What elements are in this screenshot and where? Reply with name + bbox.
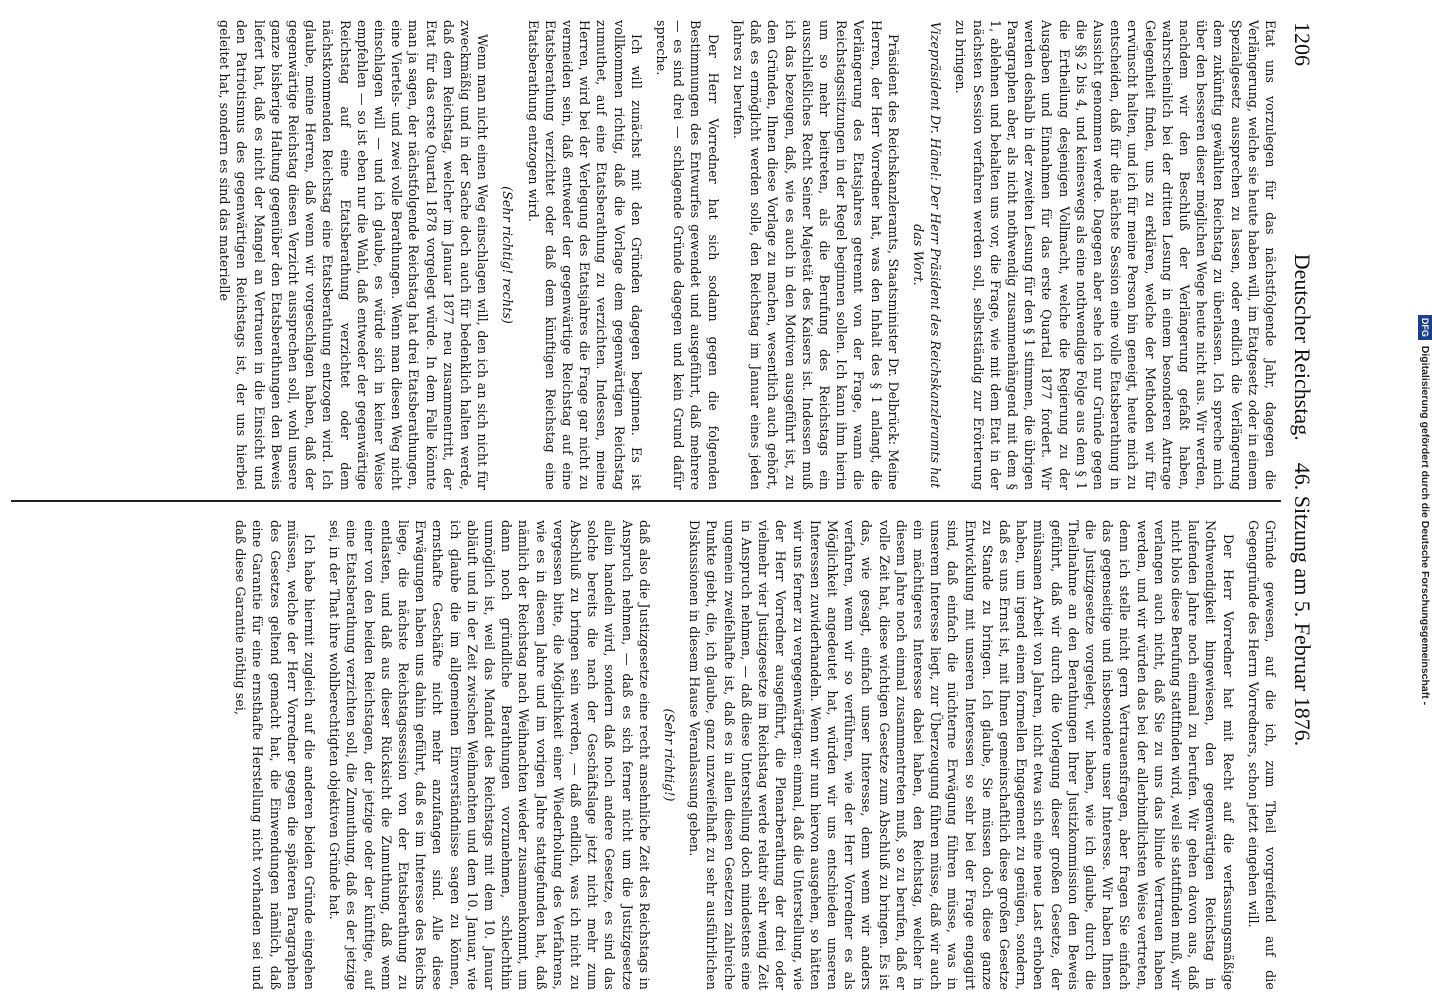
column-divider xyxy=(11,500,1281,502)
text-paragraph: daß also die Justizgesetze eine recht ansehnliche Zeit des Reichstags in Anspruch nehmen, — daß es sich ferner nicht um die Justizgesetze allein handeln wird, sondern daß noch andere Gesetze, es sind das solche bereits die nach der Geschäftslage jetzt nicht mehr zum Abschluß zu bringen sein werden, — daß endlich, was ich nicht zu vergessen bitte, die Möglichkeit einer Wiederholung des Verfahrens, wie es in diesem Jahre und im vorigen Jahre stattgefunden hat, daß nämlich der Reichstag nach Weihnachten wieder zusammenkommt, um dann noch gründliche Berathungen vorzunehmen, schlechthin unmöglich ist, weil das Mandat des Reichstags mit dem 10. Januar abläuft und in der Zeit zwischen Weihnachten und dem 10. Januar, wie ich glaube die im allgemeinen Einverständnisse sagen zu können, ernsthafte Geschäfte nicht mehr anzufangen sind. Alle diese Erwägungen haben uns dahin geführt, daß es im Interesse des Reichs liege, die nächste Reichstagssession von der Etatsberathung zu entlasten, und daß aus dieser Rücksicht die Zumuthung, daß wenn einer von den beiden Reichstagen, der jetzige oder der künftige, auf eine Etatsberathung verzichten soll, die Zumuthung, daß es der jetzige sei, in der That ihre wohlberechtigten objektiven Gründe hat. xyxy=(327,520,652,990)
page-number: 1206 xyxy=(1290,22,1315,66)
speaker-heading: (Sehr richtig! rechts) xyxy=(500,186,516,324)
dfg-logo: DFG xyxy=(1418,315,1432,340)
text-paragraph: Ich habe hiermit zugleich auf die anderen beiden Gründe eingehen müssen, welche der Herr Vorredner gegen die späteren Paragraphen des Gesetzes geltend gemacht hat, die Einwendungen nämlich, daß eine Garantie für eine ernsthafte Herstellung nicht vorhanden sei und daß diese Garantie nöthig sei, xyxy=(233,520,318,990)
page-header xyxy=(1287,14,1319,986)
left-text-column xyxy=(9,20,1279,490)
text-paragraph: Gründe gewesen, auf die ich, zum Theil vorgreifend auf die Gegengründe des Herrn Vorredners, schon jetzt eingehen will. xyxy=(1245,520,1278,990)
funding-note: Digitalisierung gefördert durch die Deutsche Forschungsgemeinschaft - xyxy=(1419,345,1432,706)
speaker-heading: (Sehr richtig!) xyxy=(662,708,678,802)
text-paragraph: Ich will zunächst mit den Gründen dagegen beginnen. Es ist vollkommen richtig, daß die Vorlage dem gegenwärtigen Reichstag zumuthet, auf eine Etatsberathung zu verzichten. Indessen, meine Herren, wird bei der Verlegung des Etatsjahres die Frage gar nicht zu vermeiden sein, daß entweder der gegenwärtige Reichstag auf eine Etatsberathung verzichtet oder daß dem künftigen Reichstag eine Etatsberathung entzogen wird. xyxy=(525,20,644,490)
session-title: 46. Sitzung am 5. Februar 1876. xyxy=(1290,462,1315,747)
speaker-heading: Vizepräsident Dr. Hänel: Der Herr Präsident des Reichskanzleramts hat das Wort. xyxy=(910,21,944,489)
side-note xyxy=(1414,10,1432,1000)
text-paragraph: Der Herr Vorredner hat mit Recht auf die verfassungsmäßige Nothwendigkeit hingewiesen, den gegenwärtigen Reichstag in laufenden Jahre noch einmal zu berufen. Wir gehen davon aus, daß nicht blos diese Berufung stattfinden wird, weil sie stattfinden muß, wir verlangen auch nicht, daß Sie zu uns das blinde Vertrauen haben werden, und wir würden das bei der allerbindlichsten Weise vertreten, denn ich stelle nicht gern Vertrauensfragen, aber fragen Sie einfach das gegenseitige und insbesondere unser Interesse. Wir haben Ihnen die Justizgesetze vorgelegt, wir haben, wie ich glaube, durch die Theilnahme an den Berathungen Ihrer Justizkommission den Beweis geführt, daß wir durch die Vorlegung dieser großen Gesetze, der mühsamen Arbeit von Jahren, nicht etwa sich eine neue Last erhoben haben, um irgend einem formellen Engagement zu genügen, sondern, daß es uns Ernst ist, mit Ihnen gemeinschaftlich diese großen Gesetze zu Stande zu bringen. Ich glaube, Sie müssen doch diese ganze Entwicklung mit unseren Interessen so sehr bei der Frage engagirt sind, daß einfach die nüchterne Erwägung führen müsse, was in unserem Interesse liegt, zur Überzeugung führen müsse, daß wir auch ein mächtigeres Interesse dabei haben, den Reichstag, welcher in diesem Jahre noch einmal zusammentreten muß, so zu berufen, daß er volle Zeit hat, diese wichtigen Gesetze zum Abschluß zu bringen. Es ist das, wie gesagt, einfach unser Interesse, denn wenn wir anders verfahren, wenn wir so verführen, wie der Herr Vorredner es als Möglichkeit angedeutet hat, würden wir uns entschieden unseren Interessen zuwiderhandeln. Wenn wir nun hiervon ausgehen, so hätten wir uns ferner zu vergegenwärtigen: einmal, daß die Unterstellung, wie der Herr Vorredner ausgeführt, die Plenarberathung der drei oder vielmehr vier Justizgesetze im Reichstag werde relativ sehr wenig Zeit in Anspruch nehmen, — daß diese Unterstellung doch mindestens eine ungemein zweifelhafte ist, daß es in allen diesen Gesetzen zahlreiche Punkte giebt, die, ich glaube, ganz unzweifelhaft zu sehr ausführlichen Diskussionen in diesem Hause Veranlassung geben. xyxy=(687,520,1236,990)
text-paragraph: Der Herr Vorredner hat sich sodann gegen die folgenden Bestimmungen des Entwurfes gewendet und ausgeführt, daß mehrere — es sind drei — schlagende Gründe dagegen und kein Grund dafür spreche. xyxy=(654,20,721,490)
right-text-column xyxy=(9,520,1279,990)
text-paragraph: Wenn man nicht einen Weg einschlagen will, den ich an sich nicht für zweckmäßig und in der Sache doch auch für bedenklich halten werde, daß dem Reichstag, welcher im Januar 1877 neu zusammentritt, der Etat für das erste Quartal 1878 vorgelegt würde. In dem Falle könnte man ja sagen, der nächstfolgende Reichstag hat drei Etatsberathungen, eine Viertels- und zwei volle Berathungen. Wenn man diesen Weg nicht einschlagen will — und ich glaube, es würde sich in keiner Weise empfehlen — so ist eben nur die Wahl, daß entweder der gegenwärtige Reichstag auf eine Etatsberathung verzichtet oder dem nächstkommenden Reichstag eine Etatsberathung entzogen wird. Ich glaube, meine Herren, daß wenn wir vorgeschlagen haben, daß der gegenwärtige Reichstag diesen Verzicht aussprechen soll, wohl unsere ganze bisherige Haltung gegenüber den Etatsberathungen den Beweis liefert hat, daß es nicht der Mangel an Vertrauen in die Einsicht und den Patriotismus des gegenwärtigen Reichstags ist, der uns hierbei geleitet hat, sondern es sind das materielle xyxy=(217,20,491,490)
text-paragraph: Präsident des Reichskanzleramts, Staatsminister Dr. Delbrück: Meine Herren, der Herr Vorredner hat, was den Inhalt des § 1 anlangt, die Verlängerung des Etatsjahres getrennt von der Frage, wann die Reichstagssitzungen in der Regel beginnen sollen. Ich kann ihm hierin um so mehr beitreten, als die Berufung des Reichstags ein ausschließliches Recht Seiner Majestät des Kaisers ist. Indessen muß ich das bezeugen, daß, wie es auch in den Motiven ausgeführt ist, zu den Gründen, Ihnen diese Vorlage zu machen, wesentlich auch gehört, daß es ermöglicht werden solle, den Reichstag im Januar eines jeden Jahres zu berufen. xyxy=(730,20,901,490)
journal-title: Deutscher Reichstag. xyxy=(1290,253,1315,441)
text-paragraph: Etat uns vorzulegen für das nächstfolgende Jahr, dagegen die Verlängerung, welche sie heute haben will, im Etatgesetz oder in einem Spezialgesetz aussprechen zu lassen, oder endlich die Verlängerung dem zukünftig gewählten Reichstag zu überlassen. Ich spreche mich über den besseren dieser möglichen Wege heute nicht aus. Wir werden, nachdem wir den Beschluß der Verlängerung gefaßt haben, wahrscheinlich bei der dritten Lesung in einem besonderen Antrage Gelegenheit finden, uns zu erklären, welche der Methoden wir für erwünscht halten, und ich für meine Person bin geneigt, heute mich zu entscheiden, daß für die nächste Session eine volle Etatsberathung in Aussicht genommen werde. Dagegen aber sehe ich nur Gründe gegen die §§ 2 bis 4, und keineswegs als eine nothwendige Folge aus dem § 1 die Ertheilung desjenigen Vollmacht, welche die Regierung zu der Ausgaben und Einnahmen für das erste Quartal 1877 fordert. Wir werden deshalb in der zweiten Lesung für den § 1 stimmen, die übrigen Paragraphen aber, als nicht nothwendig zusammenhängend mit dem § 1, ablehnen und behalten uns vor, die Frage, wie mit dem Etat in der nächsten Session verfahren werden soll, selbstständig zur Erörterung zu bringen. xyxy=(953,20,1278,490)
page-title xyxy=(1289,14,1315,986)
